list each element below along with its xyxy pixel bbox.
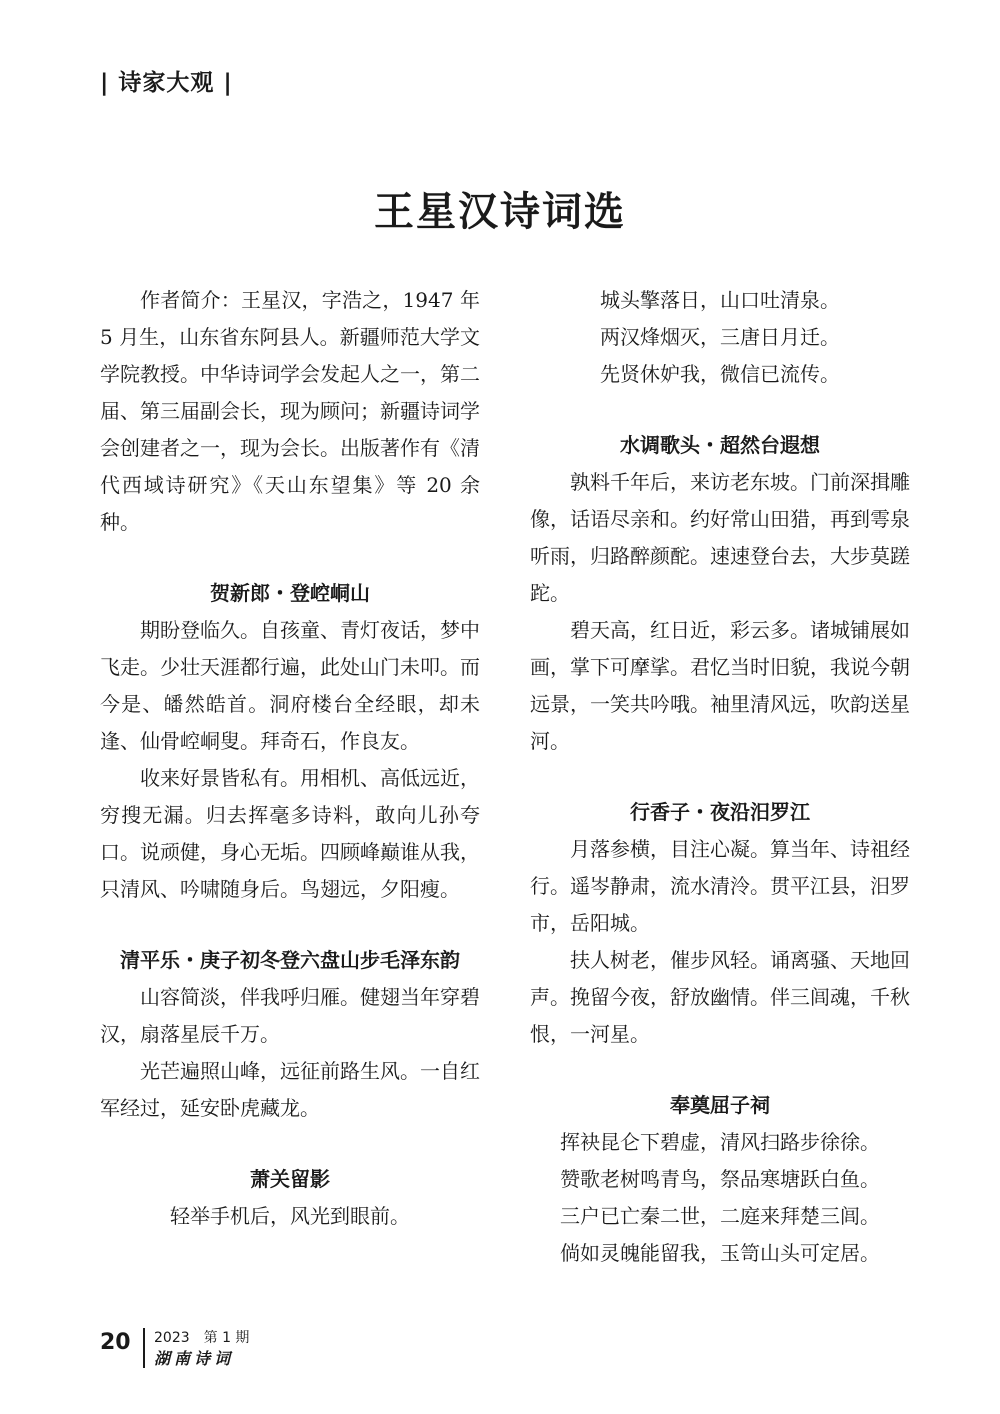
poem-line: 倘如灵魄能留我，玉笥山头可定居。 xyxy=(560,1241,880,1265)
page-number: 20 xyxy=(100,1330,131,1355)
right-column xyxy=(530,282,910,1272)
poem-line: 挥袂昆仑下碧虚，清风扫路步徐徐。 xyxy=(560,1130,880,1154)
poem-stanza: 期盼登临久。自孩童、青灯夜话，梦中飞走。少壮天涯都行遍，此处山门未叩。而今是、皤然皓首。洞府楼台全经眼，却未逢、仙骨崆峒叟。拜奇石，作良友。 xyxy=(100,618,480,753)
poem-stanza: 扶人树老，催步风轻。诵离骚、天地回声。挽留今夜，舒放幽情。伴三闾魂，千秋恨，一河星。 xyxy=(530,948,910,1046)
poem-line: 先贤休妒我，微信已流传。 xyxy=(600,362,840,386)
poem-title: 水调歌头・超然台遐想 xyxy=(620,433,820,457)
poem-stanza: 碧天高，红日近，彩云多。诸城铺展如画，掌下可摩挲。君忆当时旧貌，我说今朝远景，一笑共吟哦。袖里清风远，吹韵送星河。 xyxy=(530,618,910,753)
poem-title: 行香子・夜沿汨罗江 xyxy=(630,800,810,824)
poem-stanza: 山容简淡，伴我呼归雁。健翅当年穿碧汉，扇落星辰千万。 xyxy=(100,985,480,1046)
author-bio: 作者简介：王星汉，字浩之，1947 年 5 月生，山东省东阿县人。新疆师范大学文学院教授。中华诗词学会发起人之一，第二届、第三届副会长，现为顾问；新疆诗词学会创建者之一，现为会长。出版著作有《清代西域诗研究》《天山东望集》等 20 余种。 xyxy=(100,288,480,534)
magazine-name: 湖南诗词 xyxy=(154,1349,235,1368)
poem-line: 轻举手机后，风光到眼前。 xyxy=(170,1204,410,1228)
poem-title: 清平乐・庚子初冬登六盘山步毛泽东韵 xyxy=(120,948,460,972)
poem-title: 贺新郎・登崆峒山 xyxy=(210,581,370,605)
poem-stanza: 月落参横，目注心凝。算当年、诗祖经行。遥岑静肃，流水清泠。贯平江县，汨罗市，岳阳城。 xyxy=(530,837,910,935)
poem-stanza: 孰料千年后，来访老东坡。门前深揖雕像，话语尽亲和。约好常山田猎，再到雩泉听雨，归路醉颜酡。速速登台去，大步莫蹉跎。 xyxy=(530,470,910,605)
poem-title: 奉奠屈子祠 xyxy=(670,1093,770,1117)
page-title: 王星汉诗词选 xyxy=(374,188,626,235)
issue-label: 2023 第 1 期 xyxy=(154,1330,250,1346)
poem-line: 城头擎落日，山口吐清泉。 xyxy=(600,288,840,312)
poem-line: 三户已亡秦二世，二庭来拜楚三闾。 xyxy=(560,1204,880,1228)
left-column xyxy=(100,282,480,1235)
poem-line: 两汉烽烟灭，三唐日月迁。 xyxy=(600,325,840,349)
poem-stanza: 收来好景皆私有。用相机、高低远近，穷搜无漏。归去挥毫多诗料，敢向儿孙夸口。说顽健，身心无垢。四顾峰巅谁从我，只清风、吟啸随身后。鸟翅远，夕阳瘦。 xyxy=(100,766,480,901)
poem-line: 赞歌老树鸣青鸟，祭品寒塘跃白鱼。 xyxy=(560,1167,880,1191)
footer-divider xyxy=(143,1328,145,1368)
poem-stanza: 光芒遍照山峰，远征前路生风。一自红军经过，延安卧虎藏龙。 xyxy=(100,1059,480,1120)
section-tag: | 诗家大观 | xyxy=(100,70,233,96)
poem-title: 萧关留影 xyxy=(250,1167,330,1191)
